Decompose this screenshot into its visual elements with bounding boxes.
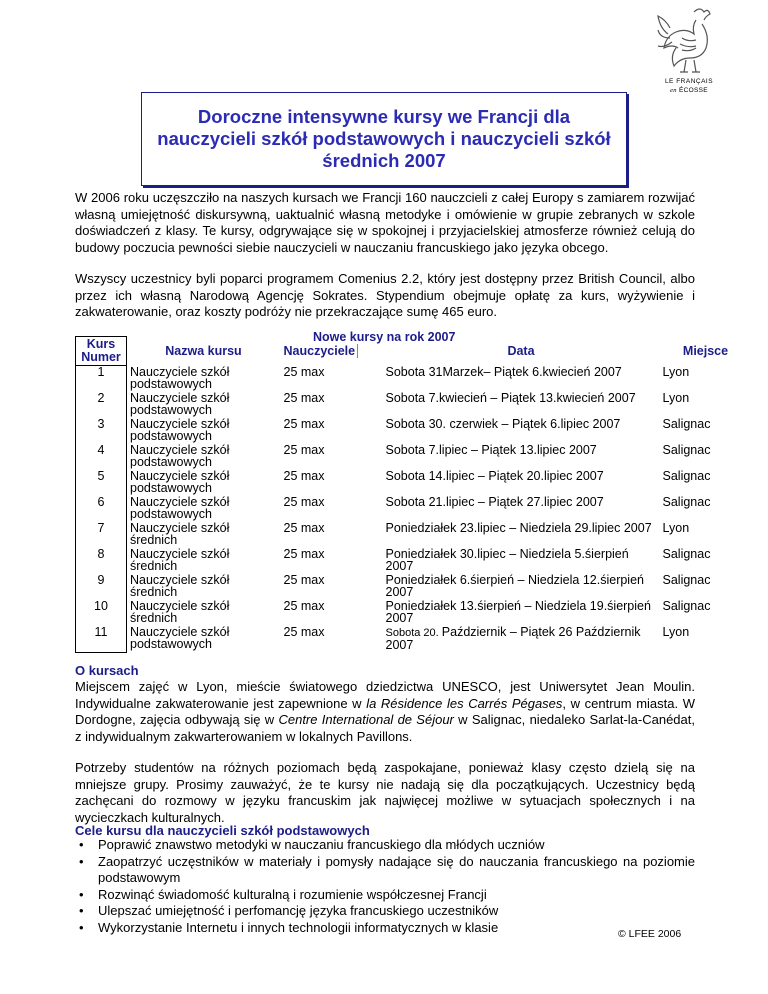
cell-name: Nauczyciele szkół średnich [130,521,230,547]
cell-name: Nauczyciele szkół podstawowych [130,469,230,495]
table-row [76,574,752,600]
rooster-icon [656,4,722,76]
le-francais-logo [652,4,726,108]
table-row [76,418,752,444]
intro-paragraph-1: W 2006 roku uczęszcziło na naszych kursach we Francji 160 nauczcieli z całej Europy s zamiarem rozwijać własną umiejętność diskursywną, uaktualnić własną metodyke i omówienie w grupie zebranych w szkole doświadczeń z klasy. Te kursy, odgrywające się w spokojnej i przyjacielskiej atmosferze również celują do budowy poczucia pewności siebie nauczycieli w nauczaniu francuskiego jako języka obcego. [75,190,695,255]
header-nauczyciele: Nauczyciele [281,337,383,366]
logo-line2: en ÉCOSSE [670,87,708,94]
cell-miejsce: Lyon [662,364,690,379]
cell-num: 6 [76,496,127,522]
list-item: • Rozwinąć świadomość kulturalną i rozumienie współczesnej Francji [75,887,695,904]
cell-num: 5 [76,470,127,496]
cell-nauczyciele: 25 max [283,625,325,639]
cell-nauczyciele: 25 max [283,364,325,379]
cell-data: Sobota 21.lipiec – Piątek 27.lipiec 2007 [385,495,604,509]
table-row [76,444,752,470]
header-kurs-numer: Kurs Numer [76,337,127,366]
cell-miejsce: Salignac [662,417,711,431]
header-data: Data [507,344,535,358]
cell-num: 4 [76,444,127,470]
cell-data: Poniedziałek 13.śierpień – Niedziela 19.śierpień 2007 [385,599,651,625]
header-miejsce: Miejsce [682,344,729,358]
table-row [76,392,752,418]
table-row [76,548,752,574]
cell-nauczyciele: 25 max [283,521,325,535]
cele-list [75,837,695,936]
table-row [76,366,752,393]
cell-num: 10 [76,600,127,626]
cell-miejsce: Lyon [662,521,690,535]
cell-nauczyciele: 25 max [283,495,325,509]
cell-miejsce: Salignac [662,573,711,587]
table-row [76,626,752,653]
copyright-notice: © LFEE 2006 [618,928,682,940]
cell-num: 3 [76,418,127,444]
cell-miejsce: Salignac [662,547,711,561]
cell-nauczyciele: 25 max [283,443,325,457]
cell-miejsce: Lyon [662,391,690,405]
cell-name: Nauczyciele szkół podstawowych [130,495,230,521]
cell-nauczyciele: 25 max [283,573,325,587]
logo-line1: LE FRANÇAIS [664,78,714,85]
cell-nauczyciele: 25 max [283,417,325,431]
cell-miejsce: Salignac [662,443,711,457]
cell-data: Sobota 20. Październik – Piątek 26 Październik 2007 [385,625,641,652]
o-kursach-paragraph-1: Miejscem zajęć w Lyon, mieście światowego dziedzictwa UNESCO, jest Uniwersytet Jean Moulin. Indywidualne zakwaterowanie jest zapewnione w la Résidence les Carrés Pégases, w centrum miasta. W Dordogne, zajęcia odbywają się w Centre International de Séjour w Salignac, niedaleko Sarlat-la-Canédat, z indywidualnym zakwarterowaniem w lokalnych Pavillons. [75,679,695,744]
cell-nauczyciele: 25 max [283,599,325,613]
cell-num: 2 [76,392,127,418]
cell-data: Sobota 30. czerwiek – Piątek 6.lipiec 2007 [385,417,621,431]
o-kursach-paragraph-2: Potrzeby studentów na różnych poziomach będą zaspokajane, ponieważ klasy często dzielą się na mniejsze grupy. Prosimy zauważyć, że te kursy nie nadają się dla początkujących. Uczestnicy będą zachęcani do rozmowy w języku francuskim jak najwięcej możliwe w sytuacjach społecznych i na wycieczkach kulturalnych. [75,760,695,825]
table-row [76,522,752,548]
cell-name: Nauczyciele szkół podstawowych [130,364,230,391]
cell-name: Nauczyciele szkół średnich [130,547,230,573]
cell-data: Poniedziałek 23.lipiec – Niedziela 29.lipiec 2007 [385,521,652,535]
intro-paragraph-2: Wszyscy uczestnicy byli poparci programem Comenius 2.2, który jest dostępny przez British Council, albo przez ich własną Narodową Agencję Sokrates. Stypendium obejmuje opłatę za kurs, wyżywienie i zakwaterowanie, oraz koszty podróży nie przekraczające sumę 465 euro. [75,271,695,319]
cell-miejsce: Salignac [662,495,711,509]
table-caption: Nowe kursy na rok 2007 [313,330,456,344]
cell-miejsce: Lyon [662,625,690,639]
list-item: • Ulepszać umiejętność i perfomancję języka francuskiego uczestników [75,903,695,920]
cell-data: Sobota 7.lipiec – Piątek 13.lipiec 2007 [385,443,597,457]
cell-nauczyciele: 25 max [283,469,325,483]
cell-num: 7 [76,522,127,548]
cell-miejsce: Salignac [662,599,711,613]
cell-name: Nauczyciele szkół średnich [130,599,230,625]
cell-data: Sobota 31Marzek– Piątek 6.kwiecień 2007 [385,364,622,379]
cell-miejsce: Salignac [662,469,711,483]
cell-name: Nauczyciele szkół podstawowych [130,625,230,651]
list-item: • Wykorzystanie Internetu i innych technologii informatycznych w klasie [75,920,695,937]
cell-name: Nauczyciele szkół podstawowych [130,443,230,469]
cell-num: 9 [76,574,127,600]
cell-nauczyciele: 25 max [283,391,325,405]
list-item: • Zaopatrzyć uczęstników w materiały i pomysły nadające się do nauczania francuskiego na poziomie podstawowym [75,854,695,887]
list-item: • Poprawić znawstwo metodyki w nauczaniu francuskiego dla młódych uczniów [75,837,695,854]
section-heading-cele: Cele kursu dla nauczycieli szkół podstawowych [75,823,370,838]
table-row [76,470,752,496]
cell-name: Nauczyciele szkół podstawowych [130,391,230,417]
cell-data: Poniedziałek 6.śierpień – Niedziela 12.śierpień 2007 [385,573,644,599]
cell-name: Nauczyciele szkół podstawowych [130,417,230,443]
courses-table [75,336,752,653]
cell-nauczyciele: 25 max [283,547,325,561]
table-row [76,496,752,522]
title-box [141,92,627,186]
cell-data: Sobota 14.lipiec – Piątek 20.lipiec 2007 [385,469,604,483]
cell-name: Nauczyciele szkół średnich [130,573,230,599]
table-header-row [76,337,752,366]
cell-data: Poniedziałek 30.lipiec – Niedziela 5.śierpień 2007 [385,547,629,573]
page-title: Doroczne intensywne kursy we Francji dla nauczycieli szkół podstawowych i nauczycieli szkół średnich 2007 [157,106,611,171]
cell-num: 11 [76,626,127,653]
section-heading-o-kursach: O kursach [75,663,139,678]
table-row [76,600,752,626]
cell-num: 1 [76,366,127,393]
header-nazwa-kursu: Nazwa kursu [165,344,242,358]
cell-num: 8 [76,548,127,574]
cell-data: Sobota 7.kwiecień – Piątek 13.kwiecień 2007 [385,391,636,405]
